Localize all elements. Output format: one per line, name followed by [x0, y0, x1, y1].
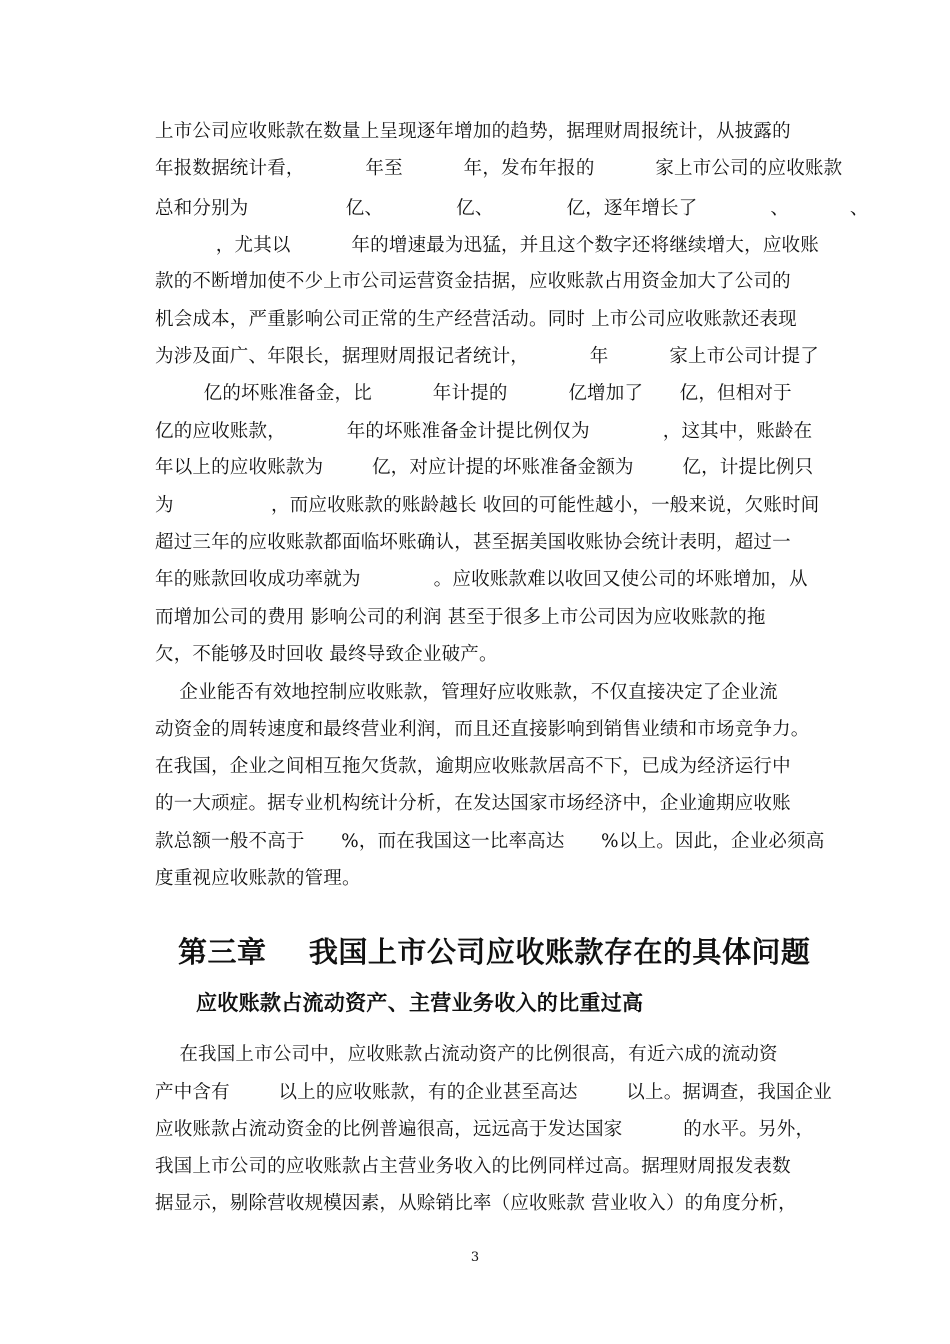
text-line: 在我国上市公司中，应收账款占流动资产的比例很高，有近六成的流动资 — [155, 1044, 778, 1065]
text-line: ，尤其以 年的增速最为迅猛，并且这个数字还将继续增大，应收账 — [155, 235, 819, 256]
text-line: 为 ，而应收账款的账龄越长 收回的可能性越小，一般来说，欠账时间 — [155, 495, 820, 516]
chapter-heading: 第三章 我国上市公司应收账款存在的具体问题 — [178, 935, 811, 969]
text-line: 年以上的应收账款为 亿，对应计提的坏账准备金额为 亿，计提比例只 — [155, 457, 814, 478]
text-line: 度重视应收账款的管理。 — [155, 868, 361, 889]
text-line: 为涉及面广、年限长，据理财周报记者统计， 年 家上市公司计提了 — [155, 346, 819, 367]
text-line: 款总额一般不高于 %，而在我国这一比率高达 %以上。因此，企业必须高 — [155, 831, 825, 852]
text-line: 我国上市公司的应收账款占主营业务收入的比例同样过高。据理财周报发表数 — [155, 1156, 791, 1177]
text-line: 年报数据统计看， 年至 年，发布年报的 家上市公司的应收账款 — [155, 158, 843, 179]
text-line: 企业能否有效地控制应收账款，管理好应收账款，不仅直接决定了企业流 — [155, 682, 778, 703]
text-line: 动资金的周转速度和最终营业利润，而且还直接影响到销售业绩和市场竞争力。 — [155, 719, 810, 740]
text-line: 亿的应收账款， 年的坏账准备金计提比例仅为 ，这其中，账龄在 — [155, 421, 813, 442]
text-line: 的一大顽症。据专业机构统计分析，在发达国家市场经济中，企业逾期应收账 — [155, 793, 791, 814]
page-number: 3 — [470, 1250, 480, 1265]
text-line: 机会成本，严重影响公司正常的生产经营活动。同时 上市公司应收账款还表现 — [155, 309, 797, 330]
text-line: 应收账款占流动资金的比例普遍很高，远远高于发达国家 的水平。另外， — [155, 1119, 815, 1140]
text-line: 上市公司应收账款在数量上呈现逐年增加的趋势，据理财周报统计，从披露的 — [155, 121, 791, 142]
section-heading: 应收账款占流动资产、主营业务收入的比重过高 — [196, 991, 644, 1015]
text-line: 欠，不能够及时回收 最终导致企业破产。 — [155, 644, 498, 665]
text-line: 亿的坏账准备金，比 年计提的 亿增加了 亿，但相对于 — [155, 383, 792, 404]
text-line: 款的不断增加使不少上市公司运营资金拮据，应收账款占用资金加大了公司的 — [155, 271, 791, 292]
text-line: 而增加公司的费用 影响公司的利润 甚至于很多上市公司因为应收账款的拖 — [155, 607, 766, 628]
text-line: 产中含有 以上的应收账款，有的企业甚至高达 以上。据调查，我国企业 — [155, 1082, 832, 1103]
text-line: 年的账款回收成功率就为 。应收账款难以收回又使公司的坏账增加，从 — [155, 569, 808, 590]
text-line: 据显示，剔除营收规模因素，从赊销比率（应收账款 营业收入）的角度分析， — [155, 1193, 797, 1214]
text-line: 超过三年的应收账款都面临坏账确认，甚至据美国收账协会统计表明，超过一 — [155, 532, 791, 553]
text-line: 在我国，企业之间相互拖欠货款，逾期应收账款居高不下，已成为经济运行中 — [155, 756, 791, 777]
text-line: 总和分别为 亿、 亿、 亿，逐年增长了 、 、 — [155, 198, 869, 219]
